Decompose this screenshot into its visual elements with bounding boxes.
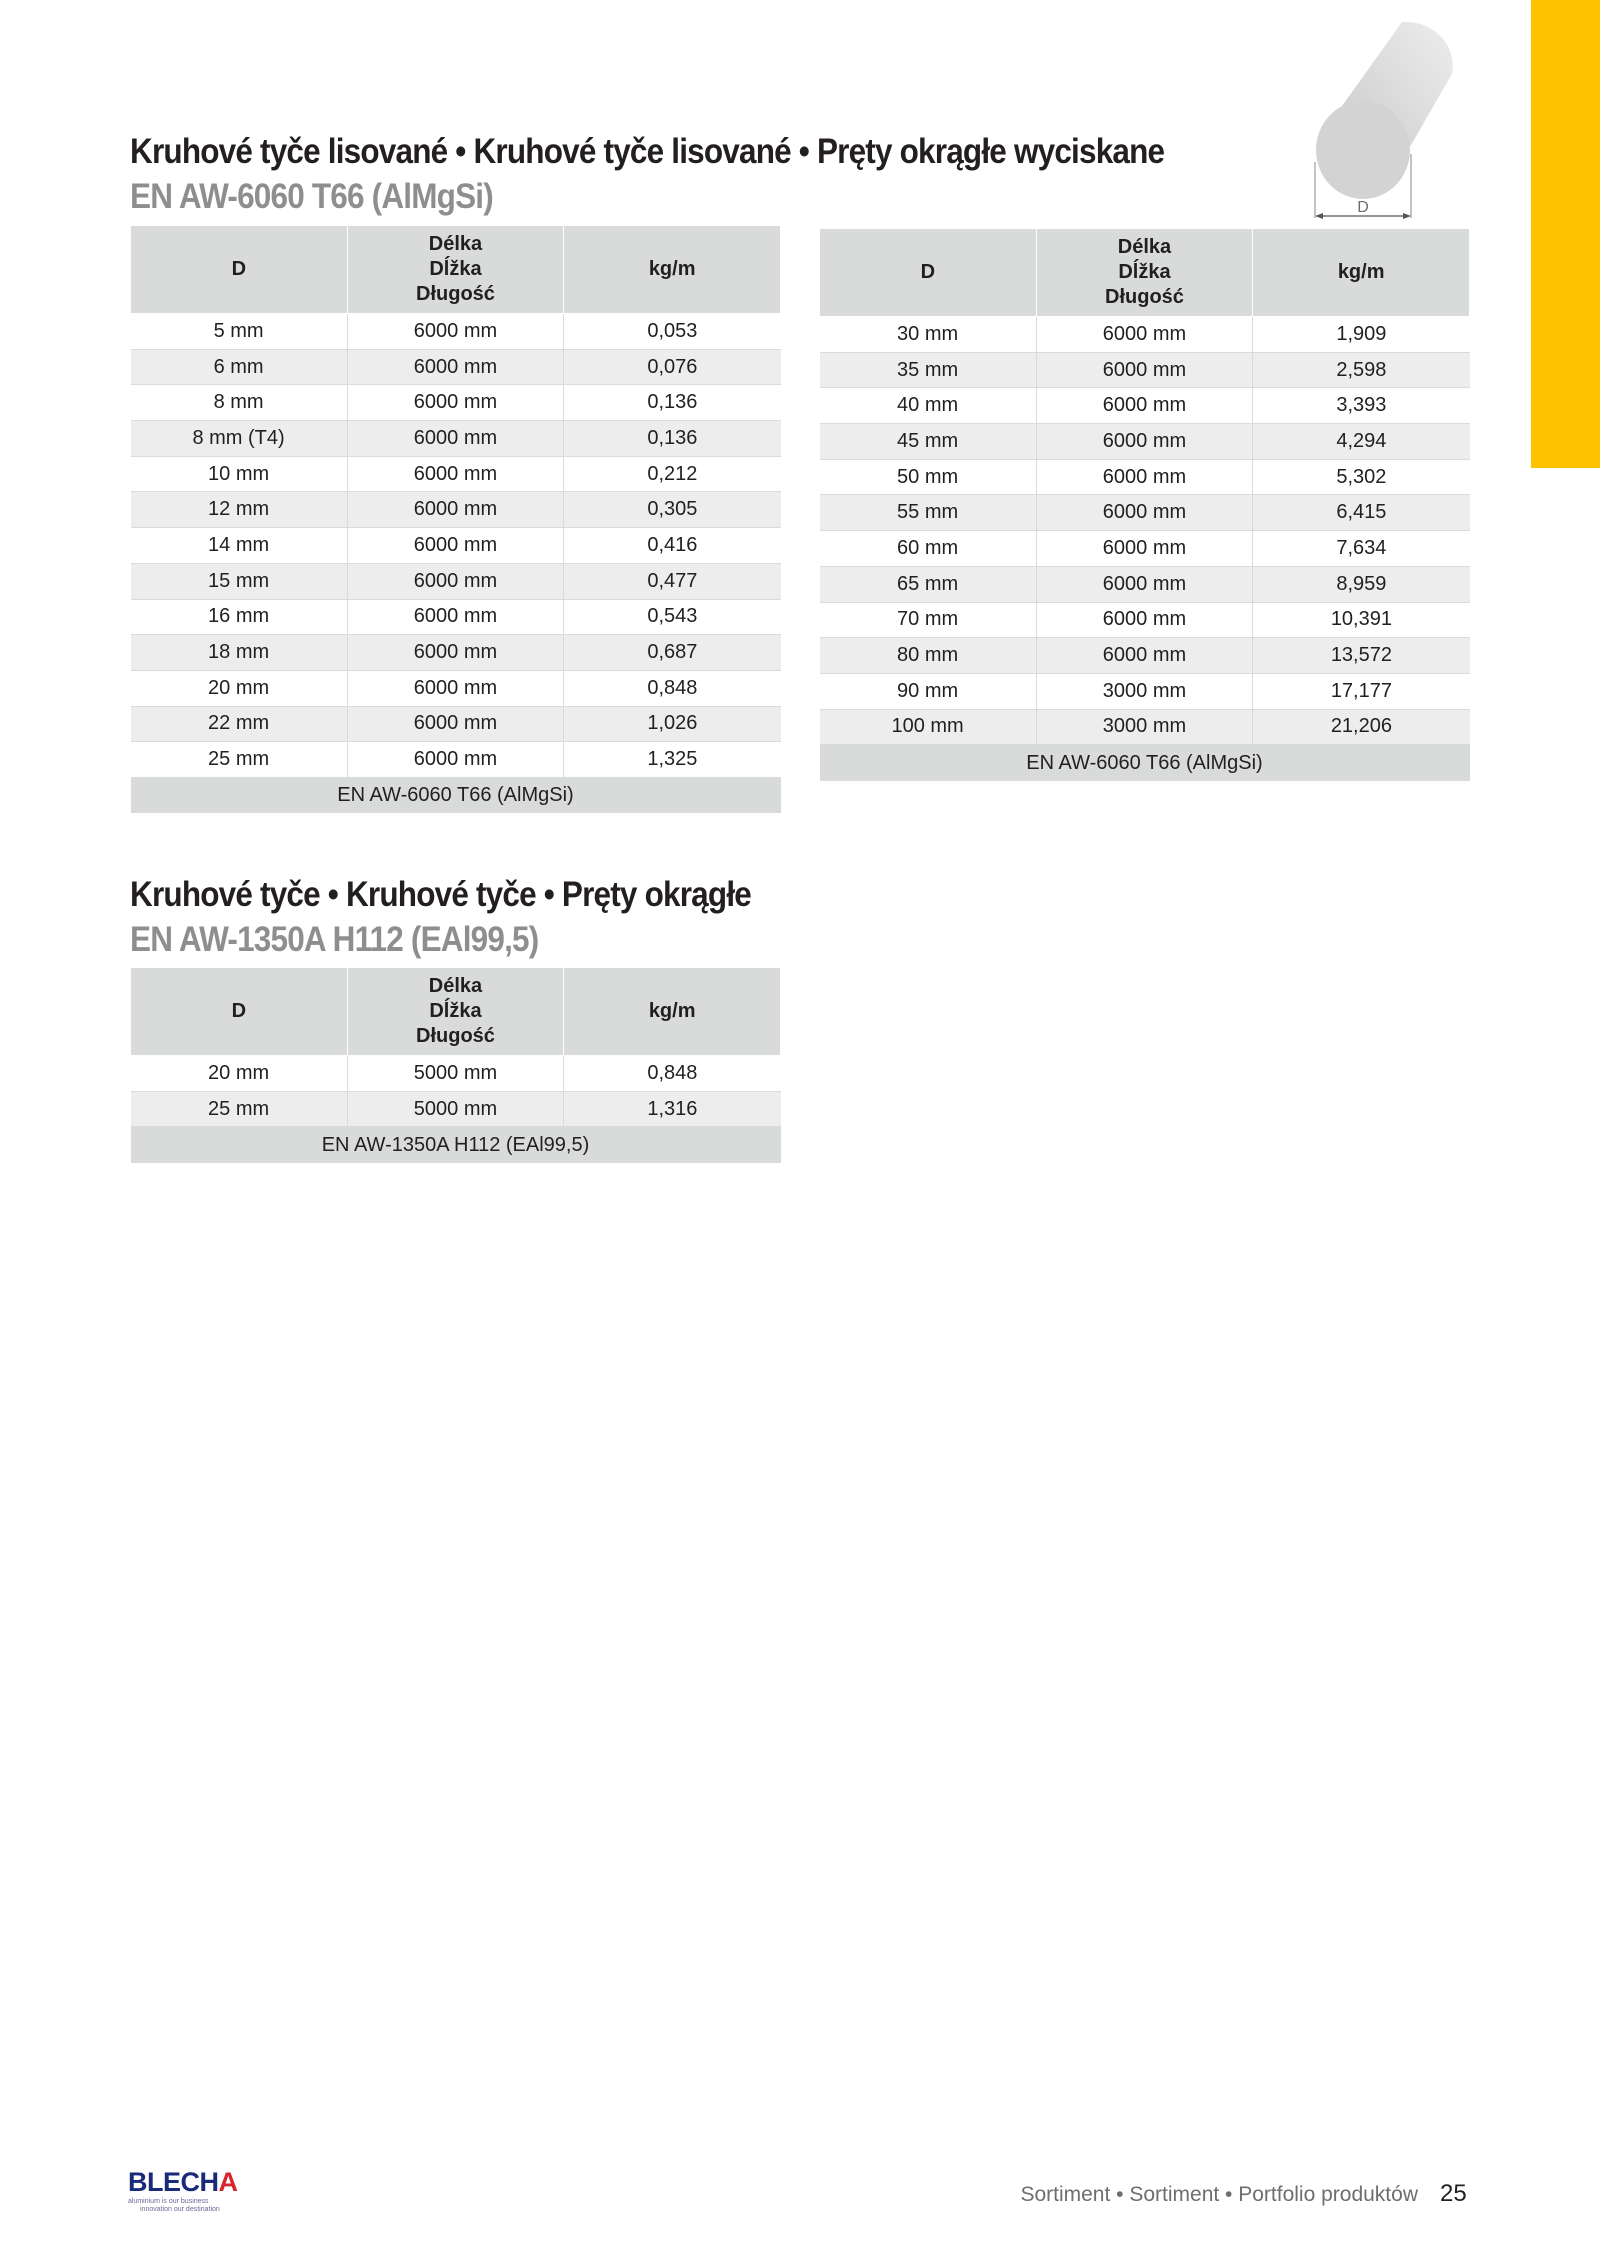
cell-diameter: 45 mm [820,424,1037,460]
table-row [820,495,1470,531]
cell-length: 6000 mm [1036,566,1253,602]
column-header-diameter: D [131,226,348,314]
table-row [131,528,781,564]
column-header-weight: kg/m [564,226,781,314]
table-row [820,566,1470,602]
cell-length: 6000 mm [347,456,564,492]
cell-weight: 5,302 [1253,459,1470,495]
cell-length: 6000 mm [1036,531,1253,567]
cell-diameter: 25 mm [131,1091,348,1127]
table-row [131,670,781,706]
table-row [131,492,781,528]
cell-diameter: 8 mm [131,385,348,421]
cell-weight: 0,136 [564,421,781,457]
cell-weight: 13,572 [1253,638,1470,674]
cell-length: 6000 mm [347,385,564,421]
column-header-length: Délka Dĺžka Długość [347,226,564,314]
table-row [820,388,1470,424]
table-row [131,742,781,778]
cell-diameter: 8 mm (T4) [131,421,348,457]
cell-weight: 21,206 [1253,709,1470,745]
cell-weight: 0,053 [564,314,781,350]
cell-weight: 1,909 [1253,317,1470,353]
cell-weight: 6,415 [1253,495,1470,531]
cell-weight: 1,026 [564,706,781,742]
dimension-label: D [1357,199,1369,216]
cell-diameter: 90 mm [820,673,1037,709]
cell-diameter: 65 mm [820,566,1037,602]
table-row [131,385,781,421]
table-row [820,424,1470,460]
table-row [131,635,781,671]
cell-weight: 2,598 [1253,352,1470,388]
cell-weight: 7,634 [1253,531,1470,567]
cell-weight: 0,477 [564,563,781,599]
cell-length: 3000 mm [1036,709,1253,745]
cell-diameter: 50 mm [820,459,1037,495]
cell-weight: 17,177 [1253,673,1470,709]
table-row [820,709,1470,745]
cell-diameter: 14 mm [131,528,348,564]
cell-diameter: 80 mm [820,638,1037,674]
cell-length: 6000 mm [347,492,564,528]
cell-weight: 0,687 [564,635,781,671]
table-row [131,349,781,385]
column-header-diameter: D [131,968,348,1056]
company-logo: BLECHA aluminium is our business innovation our destination [128,2167,238,2213]
cell-length: 6000 mm [347,742,564,778]
cell-diameter: 16 mm [131,599,348,635]
cell-diameter: 6 mm [131,349,348,385]
table-row [820,638,1470,674]
cell-weight: 0,848 [564,1056,781,1092]
cell-weight: 0,416 [564,528,781,564]
table-extruded-bars-large [819,228,1470,781]
cell-diameter: 22 mm [131,706,348,742]
cell-length: 6000 mm [347,528,564,564]
footer-section-label: Sortiment • Sortiment • Portfolio produktów [1020,2183,1418,2206]
cell-length: 6000 mm [1036,602,1253,638]
section-subtitle-alloy: EN AW-6060 T66 (AlMgSi) [130,177,493,216]
cell-weight: 0,212 [564,456,781,492]
cell-weight: 1,316 [564,1091,781,1127]
cell-length: 3000 mm [1036,673,1253,709]
table-round-bars [130,967,781,1163]
cell-diameter: 60 mm [820,531,1037,567]
cell-length: 6000 mm [1036,352,1253,388]
cell-weight: 0,076 [564,349,781,385]
cell-length: 6000 mm [1036,424,1253,460]
column-header-weight: kg/m [1253,229,1470,317]
round-bar-illustration [1312,14,1462,226]
yellow-edge-tab [1531,0,1600,468]
cell-diameter: 55 mm [820,495,1037,531]
page-number: 25 [1440,2180,1467,2207]
table-footer-alloy: EN AW-6060 T66 (AlMgSi) [820,745,1470,781]
table-row [131,314,781,350]
cell-length: 5000 mm [347,1056,564,1092]
table-row [820,459,1470,495]
cell-weight: 3,393 [1253,388,1470,424]
table-row [131,599,781,635]
table-footer-alloy: EN AW-1350A H112 (EAl99,5) [131,1127,781,1163]
table-row [820,352,1470,388]
cell-length: 6000 mm [347,599,564,635]
cell-weight: 0,543 [564,599,781,635]
table-footer-alloy: EN AW-6060 T66 (AlMgSi) [131,777,781,813]
table-row [131,563,781,599]
section-subtitle-alloy: EN AW-1350A H112 (EAl99,5) [130,920,539,959]
cell-length: 6000 mm [347,635,564,671]
column-header-length: Délka Dĺžka Długość [347,968,564,1056]
cell-length: 6000 mm [1036,638,1253,674]
table-row [131,1091,781,1127]
cell-weight: 0,848 [564,670,781,706]
cell-length: 6000 mm [347,706,564,742]
table-row [131,706,781,742]
cell-diameter: 35 mm [820,352,1037,388]
column-header-weight: kg/m [564,968,781,1056]
cell-weight: 0,305 [564,492,781,528]
cell-diameter: 25 mm [131,742,348,778]
section-title-round-bars: Kruhové tyče • Kruhové tyče • Pręty okrągłe [130,875,751,914]
cell-diameter: 70 mm [820,602,1037,638]
cell-weight: 4,294 [1253,424,1470,460]
cell-diameter: 20 mm [131,1056,348,1092]
cell-length: 5000 mm [347,1091,564,1127]
cell-diameter: 100 mm [820,709,1037,745]
cell-weight: 8,959 [1253,566,1470,602]
table-row [820,317,1470,353]
section-title-extruded-bars: Kruhové tyče lisované • Kruhové tyče lisované • Pręty okrągłe wyciskane [130,132,1165,171]
column-header-length: Délka Dĺžka Długość [1036,229,1253,317]
cell-length: 6000 mm [347,349,564,385]
cell-diameter: 40 mm [820,388,1037,424]
cell-diameter: 10 mm [131,456,348,492]
cell-length: 6000 mm [347,670,564,706]
cell-length: 6000 mm [347,421,564,457]
cell-diameter: 15 mm [131,563,348,599]
cell-length: 6000 mm [1036,459,1253,495]
cell-weight: 10,391 [1253,602,1470,638]
cell-diameter: 12 mm [131,492,348,528]
cell-length: 6000 mm [1036,495,1253,531]
table-row [820,673,1470,709]
cell-length: 6000 mm [1036,388,1253,424]
cell-length: 6000 mm [347,563,564,599]
cell-diameter: 18 mm [131,635,348,671]
cell-weight: 0,136 [564,385,781,421]
table-row [820,531,1470,567]
cell-weight: 1,325 [564,742,781,778]
cell-diameter: 30 mm [820,317,1037,353]
column-header-diameter: D [820,229,1037,317]
cell-diameter: 5 mm [131,314,348,350]
table-row [820,602,1470,638]
cell-length: 6000 mm [347,314,564,350]
cell-diameter: 20 mm [131,670,348,706]
table-row [131,1056,781,1092]
table-extruded-bars-small [130,225,781,813]
cell-length: 6000 mm [1036,317,1253,353]
table-row [131,456,781,492]
table-row [131,421,781,457]
